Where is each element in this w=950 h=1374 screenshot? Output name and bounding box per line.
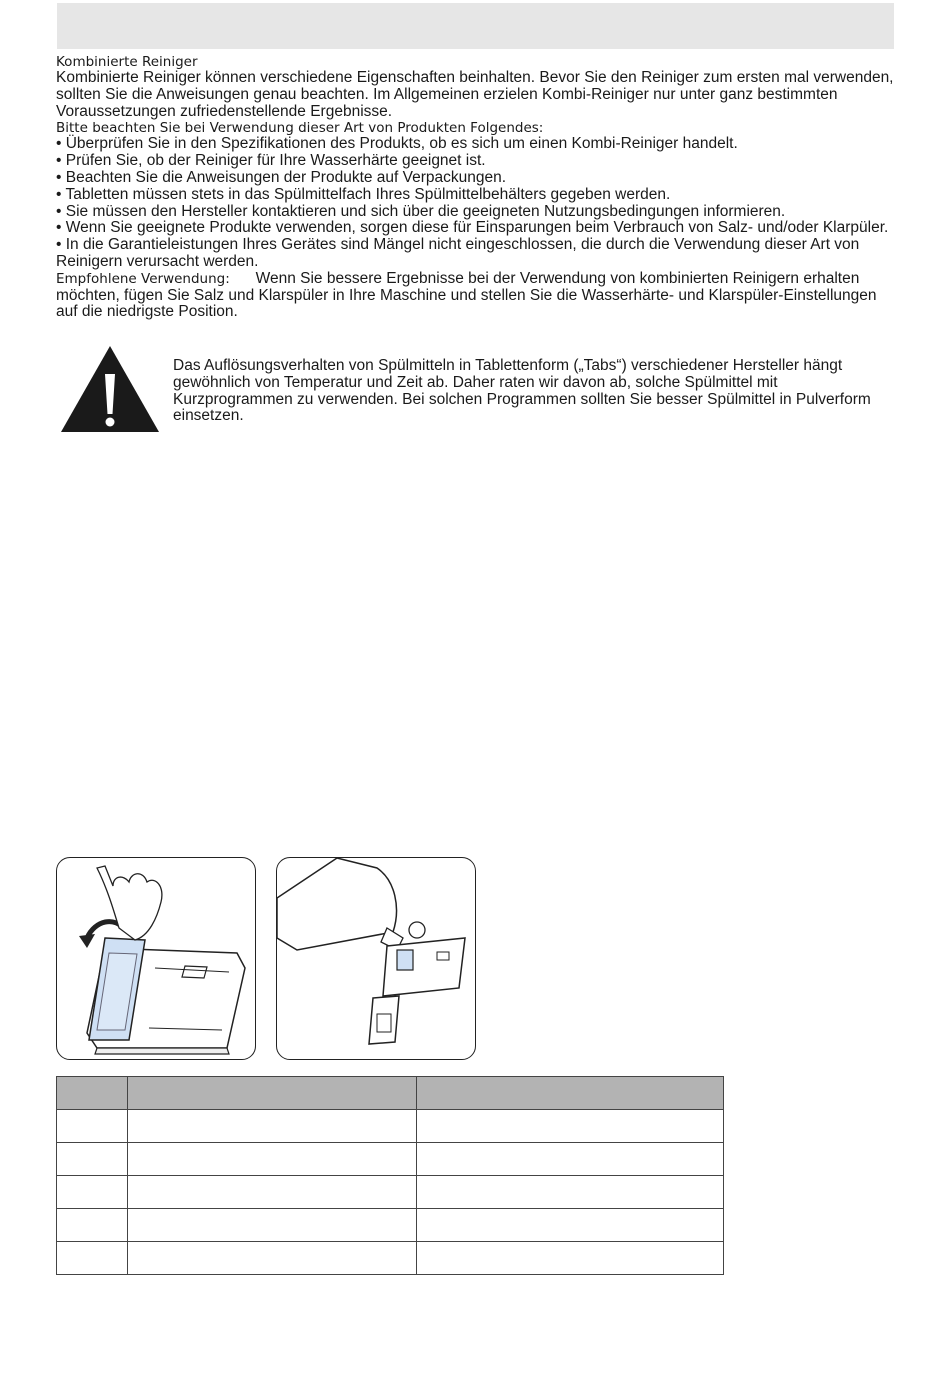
table-cell <box>57 1110 128 1143</box>
table-cell <box>127 1209 417 1242</box>
data-table <box>56 1076 724 1275</box>
table-row <box>57 1143 724 1176</box>
table-row <box>57 1242 724 1275</box>
table-header-row <box>57 1077 724 1110</box>
table-cell <box>417 1209 724 1242</box>
warning-text: Das Auflösungsverhalten von Spülmitteln in Tablettenform („Tabs“) verschiedener Hersteller hängt gewöhnlich von Temperatur und Zeit ab. Daher raten wir davon ab, solche Spülmittel mit Kurzprogrammen zu verwenden. Bei solchen Programmen sollten Sie besser Spülmittel in Pulverform einsetzen. <box>173 357 871 425</box>
table-row <box>57 1176 724 1209</box>
figure-fill-rinse-aid <box>276 857 476 1060</box>
table-row <box>57 1209 724 1242</box>
recommended-label: Empfohlene Verwendung: <box>56 270 230 287</box>
intro-paragraph: Kombinierte Reiniger können verschiedene Eigenschaften beinhalten. Bevor Sie den Reiniger zum ersten mal verwenden, sollten Sie die Anweisungen genau beachten. Im Allgemeinen erzielen Kombi-Reiniger nur unter ganz bestimmten Voraussetzungen zufriedenstellende Ergebnisse. <box>56 69 894 120</box>
table-cell <box>417 1110 724 1143</box>
table-row <box>57 1110 724 1143</box>
header-bar <box>57 3 894 49</box>
figure-open-dispenser-lid <box>56 857 256 1060</box>
section-heading: Kombinierte Reiniger <box>56 54 198 70</box>
table-cell <box>127 1242 417 1275</box>
table-cell <box>127 1176 417 1209</box>
bullet-item: • Prüfen Sie, ob der Reiniger für Ihre Wasserhärte geeignet ist. <box>56 152 486 170</box>
warning-triangle-icon <box>60 344 160 434</box>
table-cell <box>127 1143 417 1176</box>
table-header-cell <box>57 1077 128 1110</box>
dispenser-lid-illustration <box>57 858 255 1059</box>
table-cell <box>417 1176 724 1209</box>
table-header-cell <box>417 1077 724 1110</box>
table-cell <box>57 1176 128 1209</box>
table-header-cell <box>127 1077 417 1110</box>
bullet-item: • Beachten Sie die Anweisungen der Produkte auf Verpackungen. <box>56 168 507 186</box>
table-cell <box>57 1242 128 1275</box>
bullet-item: • Überprüfen Sie in den Spezifikationen des Produkts, ob es sich um einen Kombi-Reiniger handelt. <box>56 135 738 153</box>
bullet-item: • Tabletten müssen stets in das Spülmittelfach Ihres Spülmittelbehälters gegeben werden. <box>56 185 671 203</box>
table-cell <box>417 1242 724 1275</box>
table-cell <box>57 1209 128 1242</box>
bullet-item: • Wenn Sie geeignete Produkte verwenden, sorgen diese für Einsparungen beim Verbrauch von Salz- und/oder Klarpüler. <box>56 219 889 237</box>
bullet-item: • In die Garantieleistungen Ihres Gerätes sind Mängel nicht eingeschlossen, die durch die Verwendung dieser Art von Reinigern verursacht werden. <box>56 236 860 270</box>
recommended-text: Wenn Sie bessere Ergebnisse bei der Verwendung von kombinierten Reinigern erhalten möchten, fügen Sie Salz und Klarspüler in Ihre Maschine und stellen Sie die Wasserhärte- und Klarspüler-Einstellungen auf die niedrigste Position. <box>56 269 877 321</box>
bullet-item: • Sie müssen den Hersteller kontaktieren und sich über die geeigneten Nutzungsbedingungen informieren. <box>56 202 786 220</box>
table-cell <box>57 1143 128 1176</box>
recommended-paragraph <box>56 271 896 321</box>
table-cell <box>127 1110 417 1143</box>
main-content <box>56 54 896 321</box>
note-heading: Bitte beachten Sie bei Verwendung dieser Art von Produkten Folgendes: <box>56 120 544 137</box>
warning-box <box>60 344 890 434</box>
rinse-aid-bottle-illustration <box>277 858 475 1059</box>
table-cell <box>417 1143 724 1176</box>
